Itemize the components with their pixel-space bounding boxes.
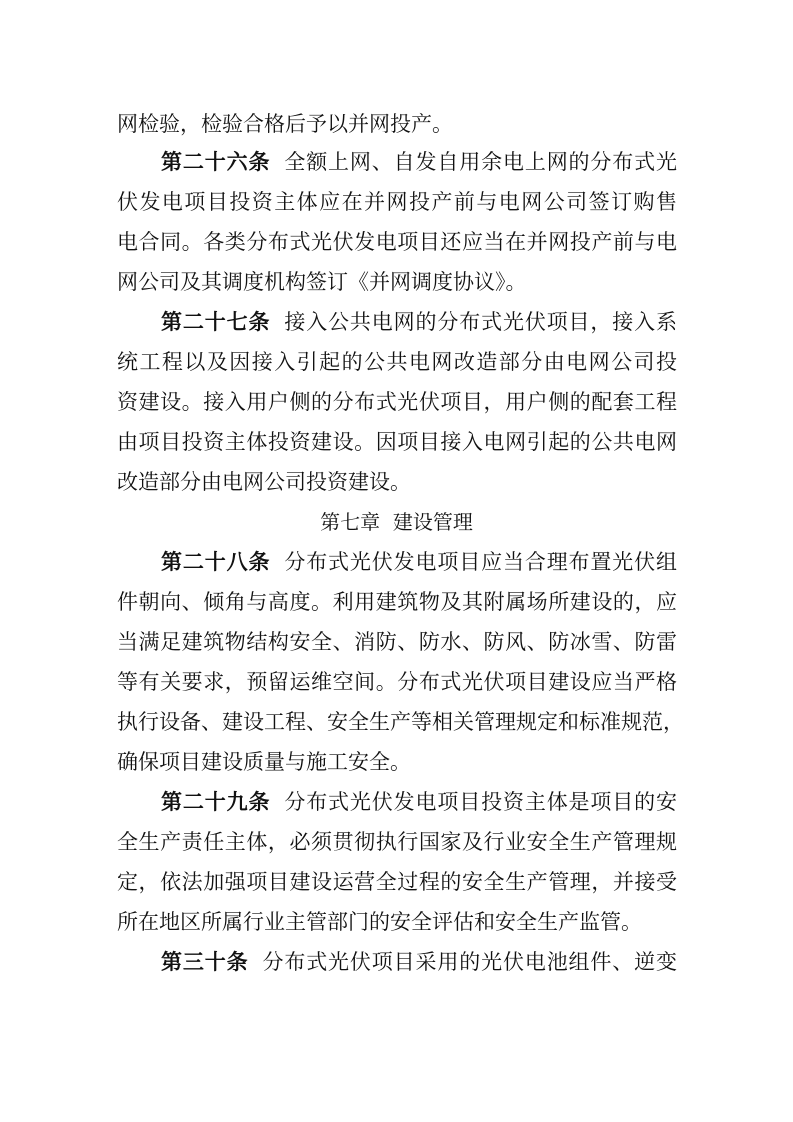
article-number: 第二十八条 <box>161 550 271 574</box>
paragraph-line: 改造部分由电网公司投资建设。 <box>117 470 411 494</box>
article-number: 第二十六条 <box>161 150 271 174</box>
article-number: 第三十条 <box>161 950 249 974</box>
paragraph-line: 由项目投资主体投资建设。因项目接入电网引起的公共电网 <box>117 430 677 454</box>
paragraph-text: 分布式光伏发电项目投资主体是项目的安 <box>284 790 678 814</box>
paragraph-line: 电合同。各类分布式光伏发电项目还应当在并网投产前与电 <box>117 230 677 254</box>
paragraph-line: 当满足建筑物结构安全、消防、防水、防风、防冰雪、防雷 <box>117 630 677 654</box>
article-number: 第二十七条 <box>161 310 271 334</box>
paragraph-line: 网公司及其调度机构签订《并网调度协议》。 <box>117 270 527 294</box>
paragraph-line: 资建设。接入用户侧的分布式光伏项目，用户侧的配套工程 <box>117 390 677 414</box>
paragraph-text: 分布式光伏发电项目应当合理布置光伏组 <box>284 550 678 574</box>
paragraph-line <box>161 302 677 342</box>
paragraph-text: 接入公共电网的分布式光伏项目，接入系 <box>284 310 678 334</box>
paragraph-line: 所在地区所属行业主管部门的安全评估和安全生产监管。 <box>117 910 642 934</box>
paragraph-line <box>161 542 677 582</box>
paragraph-line: 统工程以及因接入引起的公共电网改造部分由电网公司投 <box>117 350 677 374</box>
paragraph-line <box>161 142 677 182</box>
paragraph-line: 定，依法加强项目建设运营全过程的安全生产管理，并接受 <box>117 870 677 894</box>
chapter-heading: 第七章 建设管理 <box>320 510 473 534</box>
paragraph-line: 网检验，检验合格后予以并网投产。 <box>117 112 453 136</box>
paragraph-text: 分布式光伏项目采用的光伏电池组件、逆变 <box>262 950 678 974</box>
paragraph-text: 全额上网、自发自用余电上网的分布式光 <box>284 150 678 174</box>
paragraph-line: 伏发电项目投资主体应在并网投产前与电网公司签订购售 <box>117 190 677 214</box>
paragraph-line: 执行设备、建设工程、安全生产等相关管理规定和标准规范， <box>117 710 684 734</box>
paragraph-line: 全生产责任主体，必须贯彻执行国家及行业安全生产管理规 <box>117 830 677 854</box>
paragraph-line: 确保项目建设质量与施工安全。 <box>117 750 411 774</box>
paragraph-line <box>161 942 677 982</box>
paragraph-line <box>161 782 677 822</box>
article-number: 第二十九条 <box>161 790 271 814</box>
paragraph-line: 件朝向、倾角与高度。利用建筑物及其附属场所建设的，应 <box>117 590 677 614</box>
paragraph-line: 等有关要求，预留运维空间。分布式光伏项目建设应当严格 <box>117 670 677 694</box>
